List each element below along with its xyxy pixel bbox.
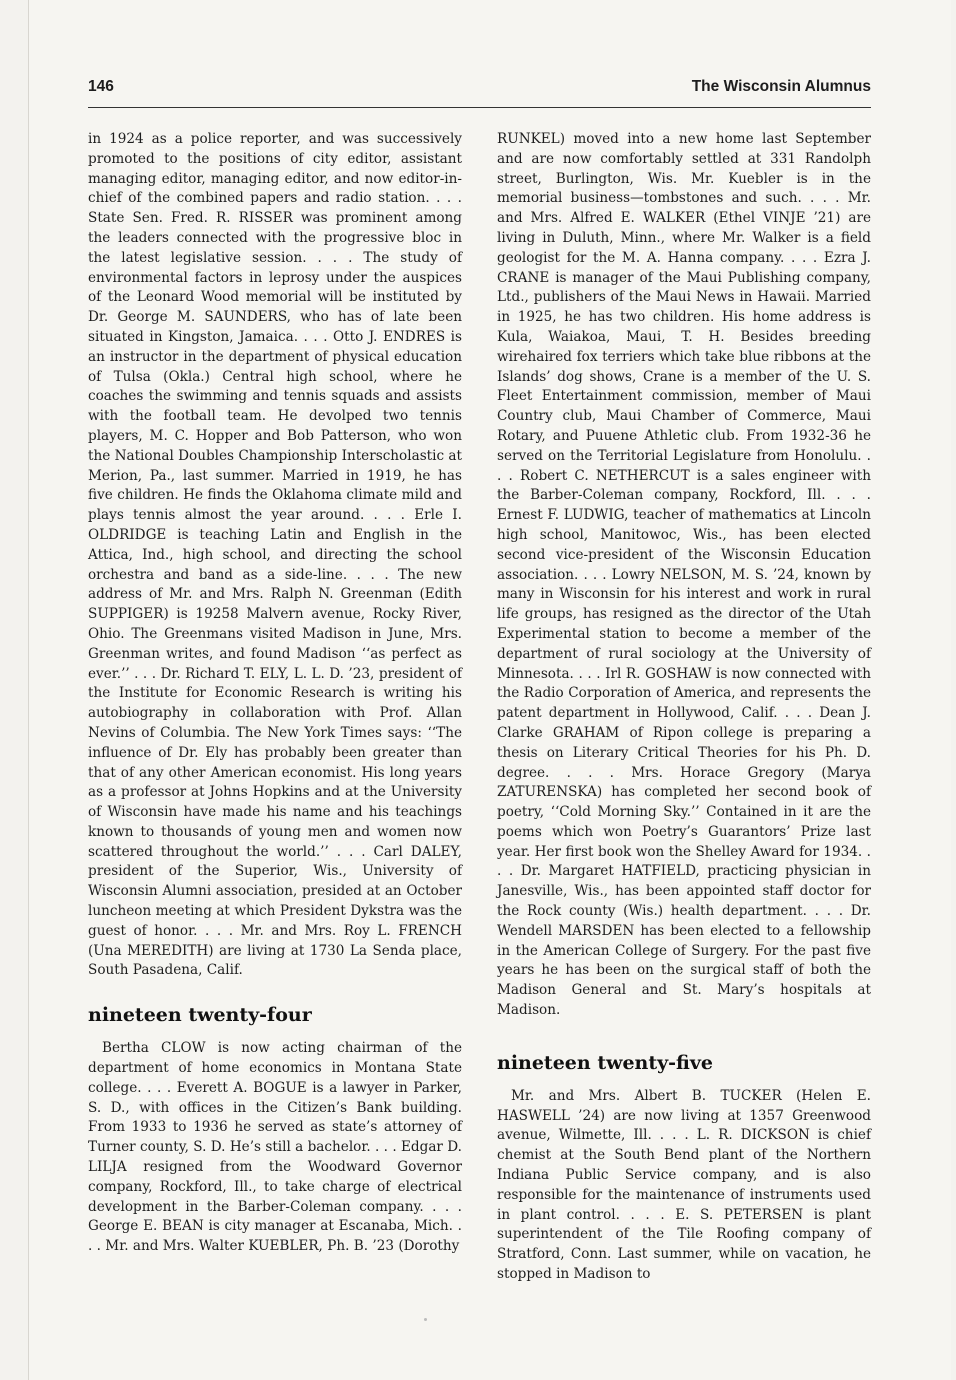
section-heading-1925: nineteen twenty-five [497, 1051, 713, 1074]
left-paragraph-class-of-1923: in 1924 as a police reporter, and was successively promoted to the positions of city editor, assistant managing editor, managing editor, and now editor-in-chief of the combined papers and radio station. . . . State Sen. Fred. R. RISSER was prominent among the leaders connected with the progressive bloc in the latest legislative session. . . . The study of environmental factors in leprosy under the auspices of the Leonard Wood memorial will be instituted by Dr. George M. SAUNDERS, who has of late been situated in Kingston, Jamaica. . . . Otto J. ENDRES is an instructor in the department of physical education of Tulsa (Okla.) Central high school, where he coaches the swimming and tennis squads and assists with the football team. He devolped two tennis players, M. C. Hopper and Bob Patterson, who won the National Doubles Championship Interscholastic at Merion, Pa., last summer. Married in 1919, he has five children. He finds the Oklahoma climate mild and plays tennis almost the year around. . . . Erle I. OLDRIDGE is teaching Latin and English in the Attica, Ind., high school, and directing the school orchestra and band as a side-line. . . . The new address of Mr. and Mrs. Ralph N. Greenman (Edith SUPPIGER) is 19258 Malvern avenue, Rocky River, Ohio. The Greenmans visited Madison in June, Mrs. Greenman writes, and found Madison ‘‘as perfect as ever.’’ . . . Dr. Richard T. ELY, L. L. D. ’23, president of the Institute for Economic Research is writing his autobiography in collaboration with Prof. Allan Nevins of Columbia. The New York Times says: ‘‘The influence of Dr. Ely has probably been greater than that of any other American economist. His long years as a professor at Johns Hopkins and at the University of Wisconsin have made his name and his teachings known to thousands of young men and women now scattered throughout the world.’’ . . . Carl DALEY, president of the Superior, Wis., University of Wisconsin Alumni association, presided at an October luncheon meeting at which President Dykstra was the guest of honor. . . . Mr. and Mrs. Roy L. FRENCH (Una MEREDITH) are living at 1730 La Senda place, South Pasadena, Calif. [88, 131, 462, 979]
page-number: 146 [88, 78, 114, 95]
page-header [88, 78, 871, 100]
section-heading-1924: nineteen twenty-four [88, 1004, 312, 1027]
left-column [88, 130, 462, 1257]
right-paragraph-class-of-1925: Mr. and Mrs. Albert B. TUCKER (Helen E. HASWELL ’24) are now living at 1357 Greenwood avenue, Wilmette, Ill. . . . L. R. DICKSON is chief chemist at the South Bend plant of the Northern Indiana Public Service company, and is also responsible for the maintenance of instruments used in plant control. . . . E. S. PETERSEN is plant superintendent of the Tile Roofing company of Stratford, Conn. Last summer, while on vacation, he stopped in Madison to [497, 1087, 871, 1283]
right-column [497, 130, 871, 1285]
left-paragraph-class-of-1924: Bertha CLOW is now acting chairman of the department of home economics in Montana State college. . . . Everett A. BOGUE is a lawyer in Parker, S. D., with offices in the Citizen’s Bank building. From 1933 to 1936 he served as state’s attorney of Turner county, S. D. He’s still a bachelor. . . . Edgar D. LILJA resigned from the Woodward Governor company, Rockford, Ill., to take charge of electrical development in the Barber-Coleman company. . . . George E. BEAN is city manager at Escanaba, Mich. . . . Mr. and Mrs. Walter KUEBLER, Ph. B. ’23 (Dorothy [88, 1040, 462, 1255]
header-rule [88, 107, 871, 108]
right-paragraph-class-of-1924: RUNKEL) moved into a new home last September and are now comfortably settled at 331 Randolph street, Burlington, Wis. Mr. Kuebler is in the memorial business—tombstones and such. . . . Mr. and Mrs. Alfred E. WALKER (Ethel VINJE ’21) are living in Duluth, Minn., where Mr. Walker is a field geologist for the M. A. Hanna company. . . . Ezra J. CRANE is manager of the Maui Publishing company, Ltd., publishers of the Maui News in Hawaii. Married in 1925, he has two children. His home address is Kula, Waiakoa, Maui, T. H. Besides breeding wirehaired fox terriers which take blue ribbons at the Islands’ dog shows, Crane is a member of the U. S. Fleet Entertainment commission, member of Maui Country club, Maui Chamber of Commerce, Maui Rotary, and Puuene Athletic club. From 1932-36 he served on the Territorial Legislature from Honolulu. . . . Robert C. NETHERCUT is a sales engineer with the Barber-Coleman company, Rockford, Ill. . . . Ernest F. LUDWIG, teacher of mathematics at Lincoln high school, Manitowoc, Wis., has been elected second vice-president of the Wisconsin Education association. . . . Lowry NELSON, M. S. ’24, known by many in Wisconsin for his interest and work in rural life groups, has resigned as the director of the Utah Experimental station to become a member of the department of rural sociology at the University of Minnesota. . . . Irl R. GOSHAW is now connected with the Radio Corporation of America, and represents the patent department in Hollywood, Calif. . . . Dean J. Clarke GRAHAM of Ripon college is preparing a thesis on Literary Critical Theories for his Ph. D. degree. . . . Mrs. Horace Gregory (Marya ZATURENSKA) has completed her second book of poetry, ‘‘Cold Morning Sky.’’ Contained in it are the poems which won Poetry’s Guarantors’ Prize last year. Her first book won the Shelley Award for 1934. . . . Dr. Margaret HATFIELD, practicing physician in Janesville, Wis., has been appointed staff doctor for the Rock county (Wis.) health department. . . . Dr. Wendell MARSDEN has been elected to a fellowship in the American College of Surgery. For the past five years he has been on the surgical staff of both the Madison General and St. Mary’s hospitals at Madison. [497, 131, 871, 1019]
journal-title: The Wisconsin Alumnus [691, 78, 871, 95]
scan-speck [424, 1318, 427, 1321]
